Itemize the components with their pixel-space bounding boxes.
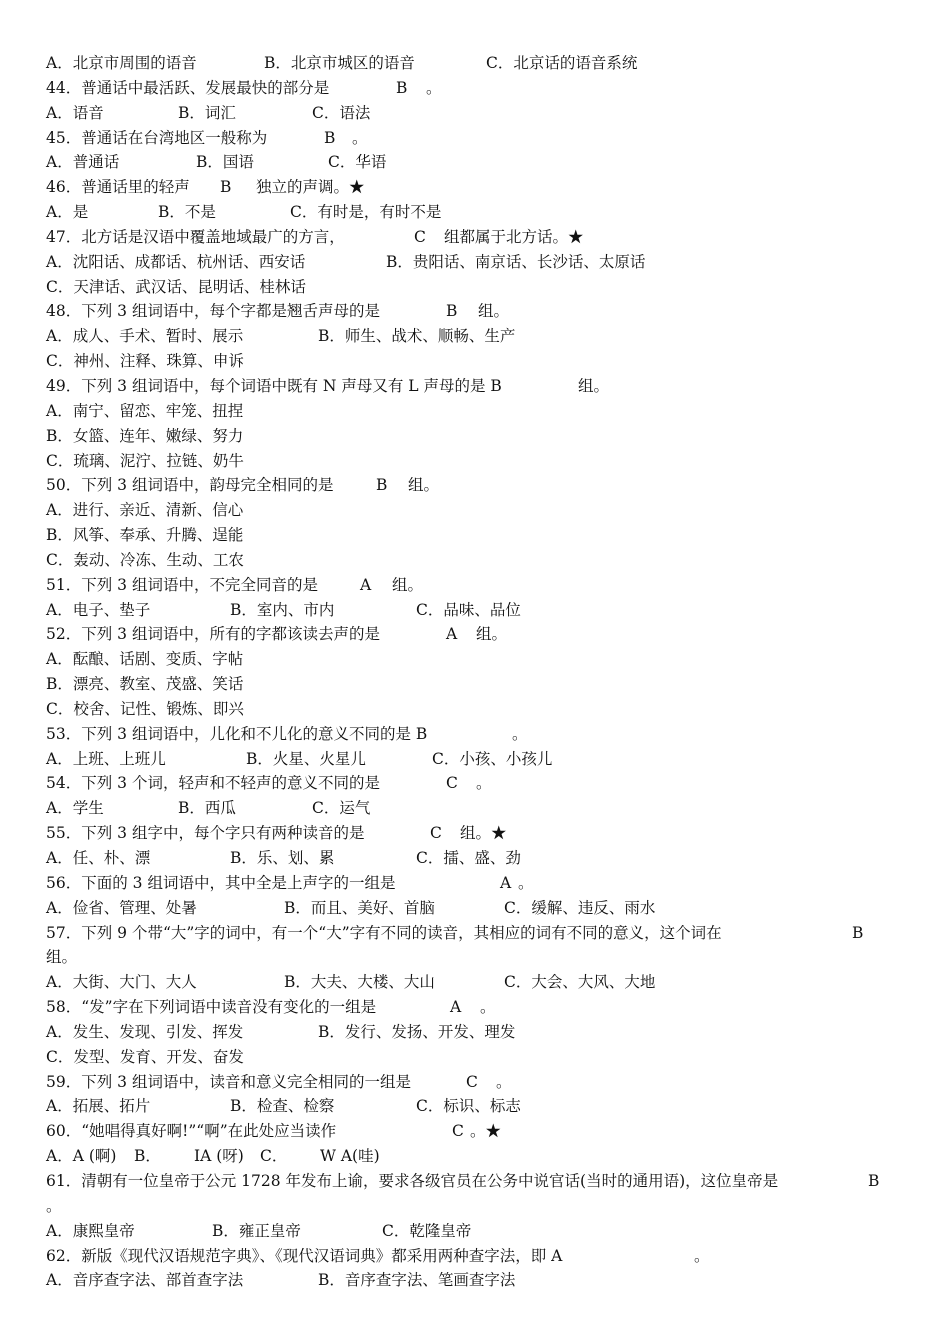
text-line: [46, 101, 896, 126]
text-line: [46, 1268, 896, 1293]
text-segment: 。★: [470, 1122, 502, 1141]
text-line: [46, 1144, 896, 1169]
text-line: [46, 1194, 896, 1219]
text-segment: 45．普通话在台湾地区一般称为: [46, 128, 268, 147]
text-segment: 组。: [392, 575, 424, 594]
text-segment: C．华语: [328, 153, 387, 172]
text-segment: 56．下面的 3 组词语中，其中全是上声字的一组是: [46, 873, 396, 892]
text-segment: B．雍正皇帝: [212, 1221, 301, 1240]
text-segment: A．学生: [46, 799, 104, 818]
text-segment: C．有时是，有时不是: [290, 203, 442, 222]
text-segment: 50．下列 3 组词语中，韵母完全相同的是: [46, 476, 334, 495]
text-segment: B．检查、检察: [230, 1097, 335, 1116]
text-segment: C．神州、注释、珠算、申诉: [46, 352, 244, 371]
text-line: [46, 349, 896, 374]
text-line: [46, 126, 896, 151]
text-segment: C．擂、盛、劲: [416, 849, 521, 867]
text-segment: A．是: [46, 203, 89, 222]
text-segment: B．漂亮、教室、茂盛、笑话: [46, 675, 244, 694]
text-segment: C: [452, 1122, 464, 1141]
text-line: [46, 771, 896, 796]
text-line: [46, 299, 896, 324]
text-line: [46, 598, 896, 623]
text-segment: 组。: [408, 476, 440, 495]
text-line: [46, 1070, 896, 1095]
text-segment: 44．普通话中最活跃、发展最快的部分是: [46, 78, 330, 97]
text-segment: A．上班、上班儿: [46, 749, 166, 768]
text-line: [46, 473, 896, 498]
text-segment: A．拓展、拓片: [46, 1097, 151, 1116]
text-line: [46, 1219, 896, 1244]
text-segment: A．沈阳话、成都话、杭州话、西安话: [46, 252, 306, 271]
text-line: [46, 76, 896, 101]
text-line: [46, 1169, 896, 1194]
text-segment: 55．下列 3 组字中，每个字只有两种读音的是: [46, 824, 365, 843]
text-segment: B: [446, 302, 458, 321]
text-segment: 独立的声调。★: [256, 178, 365, 197]
text-segment: B．女篮、连年、嫩绿、努力: [46, 426, 244, 445]
text-segment: C．: [260, 1147, 288, 1166]
text-segment: A．电子、垫子: [46, 600, 151, 619]
text-segment: A: [450, 998, 462, 1017]
text-segment: W A(哇): [320, 1147, 380, 1166]
text-segment: 组。: [578, 376, 610, 395]
text-line: [46, 51, 896, 76]
text-segment: B．北京市城区的语音: [264, 54, 415, 72]
text-segment: 。: [694, 1246, 710, 1265]
text-line: [46, 1119, 896, 1144]
text-line: [46, 1045, 896, 1070]
text-segment: A: [500, 873, 512, 892]
text-segment: C．天津话、武汉话、昆明话、桂林话: [46, 277, 306, 296]
text-line: [46, 672, 896, 697]
text-segment: C．琉璃、泥泞、拉链、奶牛: [46, 451, 244, 470]
text-segment: A．大街、大门、大人: [46, 973, 197, 992]
text-segment: 组。: [478, 302, 510, 321]
text-segment: B: [868, 1171, 880, 1190]
text-segment: B．: [134, 1147, 161, 1166]
text-segment: B．火星、火星儿: [246, 749, 366, 768]
text-segment: 组。: [46, 948, 78, 967]
text-segment: 组。★: [460, 824, 507, 843]
text-line: [46, 622, 896, 647]
text-segment: 。: [46, 1196, 62, 1215]
text-segment: B．词汇: [178, 103, 236, 122]
text-line: [46, 225, 896, 250]
text-segment: 51．下列 3 组词语中，不完全同音的是: [46, 575, 318, 594]
text-segment: A．俭省、管理、处暑: [46, 898, 197, 917]
text-segment: C．校舍、记性、锻炼、即兴: [46, 699, 244, 718]
text-line: [46, 647, 896, 672]
text-segment: 52．下列 3 组词语中，所有的字都该读去声的是: [46, 625, 380, 644]
text-segment: C．语法: [312, 103, 371, 122]
text-segment: C: [430, 824, 442, 843]
text-line: [46, 175, 896, 200]
text-line: [46, 573, 896, 598]
text-segment: B．发行、发扬、开发、理发: [318, 1022, 516, 1041]
document-body: [46, 51, 896, 1293]
text-segment: 。: [512, 724, 528, 743]
text-segment: B．大夫、大楼、大山: [284, 973, 435, 992]
text-segment: A: [360, 575, 372, 594]
text-segment: C．运气: [312, 799, 371, 818]
text-segment: C．缓解、违反、雨水: [504, 898, 656, 917]
text-line: [46, 747, 896, 772]
text-line: [46, 722, 896, 747]
text-segment: 。: [426, 78, 442, 97]
text-segment: B．不是: [158, 203, 216, 222]
text-segment: C．发型、发育、开发、奋发: [46, 1047, 244, 1066]
text-segment: 49．下列 3 组词语中，每个词语中既有 N 声母又有 L 声母的是 B: [46, 376, 502, 395]
text-line: [46, 200, 896, 225]
text-segment: B: [396, 78, 408, 97]
text-line: [46, 250, 896, 275]
text-line: [46, 1244, 896, 1269]
text-line: [46, 150, 896, 175]
text-segment: 组。: [476, 625, 508, 644]
text-segment: B．乐、划、累: [230, 849, 335, 867]
text-segment: 组都属于北方话。★: [444, 227, 584, 246]
text-line: [46, 921, 896, 946]
text-line: [46, 697, 896, 722]
text-line: [46, 945, 896, 970]
text-line: [46, 324, 896, 349]
text-segment: A．音序查字法、部首查字法: [46, 1271, 244, 1290]
text-segment: A．康熙皇帝: [46, 1221, 135, 1240]
text-segment: A: [446, 625, 458, 644]
text-segment: 47．北方话是汉语中覆盖地域最广的方言，: [46, 227, 345, 246]
text-line: [46, 498, 896, 523]
text-segment: A．北京市周围的语音: [46, 54, 197, 72]
text-segment: B．国语: [196, 153, 254, 172]
text-segment: 54．下列 3 个词，轻声和不轻声的意义不同的是: [46, 774, 380, 793]
text-segment: 。: [476, 774, 492, 793]
text-segment: B．师生、战术、顺畅、生产: [318, 327, 516, 346]
text-segment: A．南宁、留恋、牢笼、扭捏: [46, 401, 244, 420]
text-line: [46, 374, 896, 399]
text-line: [46, 275, 896, 300]
text-line: [46, 846, 896, 871]
text-line: [46, 449, 896, 474]
text-segment: B: [324, 128, 336, 147]
text-line: [46, 896, 896, 921]
text-segment: 60．“她唱得真好啊!”“啊”在此处应当读作: [46, 1122, 337, 1141]
text-segment: A．成人、手术、暂时、展示: [46, 327, 244, 346]
text-line: [46, 995, 896, 1020]
text-segment: B．室内、市内: [230, 600, 335, 619]
text-line: [46, 821, 896, 846]
text-line: [46, 523, 896, 548]
text-segment: 62．新版《现代汉语规范字典》、《现代汉语词典》都采用两种查字法，即 A: [46, 1246, 563, 1265]
text-segment: 59．下列 3 组词语中，读音和意义完全相同的一组是: [46, 1072, 411, 1091]
text-segment: IA (呀): [194, 1147, 244, 1166]
text-segment: 。: [352, 128, 368, 147]
text-segment: C．轰动、冷冻、生动、工农: [46, 550, 244, 569]
text-segment: B: [376, 476, 388, 495]
text-segment: B．西瓜: [178, 799, 236, 818]
text-segment: A．语音: [46, 103, 104, 122]
text-segment: A．任、朴、漂: [46, 849, 151, 867]
text-segment: 。: [518, 873, 534, 892]
text-segment: C．小孩、小孩儿: [432, 749, 553, 768]
text-segment: 。: [496, 1072, 512, 1091]
text-segment: B．风筝、奉承、升腾、逞能: [46, 526, 244, 545]
text-segment: B: [852, 923, 864, 942]
text-line: [46, 424, 896, 449]
text-segment: A．发生、发现、引发、挥发: [46, 1022, 244, 1041]
text-segment: 57．下列 9 个带“大”字的词中，有一个“大”字有不同的读音，其相应的词有不同的意义，这个词在: [46, 923, 722, 942]
text-segment: B．贵阳话、南京话、长沙话、太原话: [386, 252, 646, 271]
text-segment: A．进行、亲近、清新、信心: [46, 501, 244, 520]
text-line: [46, 1020, 896, 1045]
text-segment: 48．下列 3 组词语中，每个字都是翘舌声母的是: [46, 302, 380, 321]
text-segment: 53．下列 3 组词语中，儿化和不儿化的意义不同的是 B: [46, 724, 428, 743]
text-segment: C．大会、大风、大地: [504, 973, 656, 992]
text-segment: B．音序查字法、笔画查字法: [318, 1271, 516, 1290]
text-segment: C．北京话的语音系统: [486, 54, 638, 72]
text-segment: A．A (啊): [46, 1147, 117, 1166]
text-segment: C: [466, 1072, 478, 1091]
text-line: [46, 871, 896, 896]
text-segment: C．标识、标志: [416, 1097, 521, 1116]
text-segment: C．品味、品位: [416, 600, 521, 619]
text-line: [46, 548, 896, 573]
text-segment: C: [414, 227, 426, 246]
text-line: [46, 970, 896, 995]
text-segment: A．普通话: [46, 153, 120, 172]
text-line: [46, 1094, 896, 1119]
text-segment: A．酝酿、话剧、变质、字帖: [46, 650, 244, 669]
text-line: [46, 399, 896, 424]
text-segment: 。: [480, 998, 496, 1017]
text-segment: B．而且、美好、首脑: [284, 898, 435, 917]
text-segment: 61．清朝有一位皇帝于公元 1728 年发布上谕，要求各级官员在公务中说官话(当时的通用语)，这位皇帝是: [46, 1171, 779, 1190]
text-segment: C: [446, 774, 458, 793]
text-segment: 46．普通话里的轻声: [46, 178, 190, 197]
text-segment: B: [220, 178, 232, 197]
text-segment: C．乾隆皇帝: [382, 1221, 472, 1240]
text-line: [46, 796, 896, 821]
text-segment: 58．“发”字在下列词语中读音没有变化的一组是: [46, 998, 377, 1017]
